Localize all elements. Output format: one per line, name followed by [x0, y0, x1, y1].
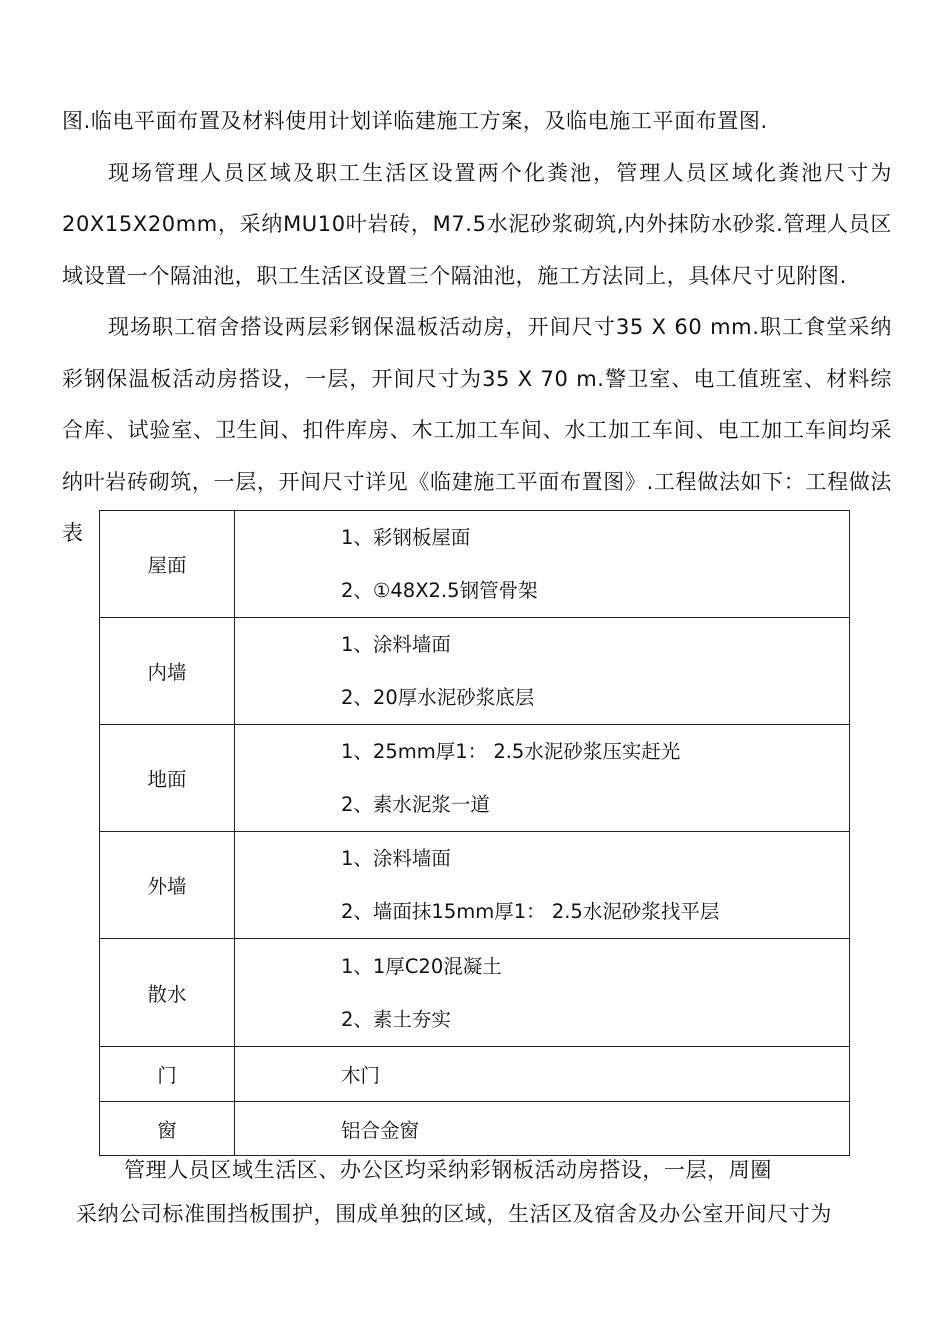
- paragraph-3: 现场职工宿舍搭设两层彩钢保温板活动房，开间尺寸35 X 60 mm.职工食堂采纳彩钢保温板活动房搭设，一层，开间尺寸为35 X 70 m.警卫室、电工值班室、材料综合库、试验室、卫生间、扣件库房、木工加工车间、水工加工车间、电工加工车间均采纳叶岩砖砌筑，一层，开间尺寸详见《临建施工平面布置图》.工程做法如下：工程做法表: [62, 315, 892, 545]
- row-content: [235, 511, 850, 618]
- row-label: 散水: [100, 939, 235, 1047]
- row-item: 1、25mm厚1： 2.5水泥砂浆压实赶光: [341, 740, 681, 763]
- row-content: [235, 725, 850, 832]
- paragraph-1: 图.临电平面布置及材料使用计划详临建施工方案，及临电施工平面布置图.: [62, 109, 768, 133]
- row-item: 2、素土夯实: [341, 1007, 451, 1031]
- after-table-line-2: 采纳公司标准围挡板围护，围成单独的区域，生活区及宿舍及办公室开间尺寸为: [76, 1202, 832, 1226]
- table-row: [100, 832, 850, 939]
- table-row: [100, 618, 850, 725]
- row-item: 2、①48X2.5钢管骨架: [341, 579, 538, 602]
- row-content: [235, 1102, 850, 1156]
- row-label: 屋面: [100, 511, 235, 618]
- row-content: [235, 1047, 850, 1102]
- row-item: 1、1厚C20混凝土: [341, 954, 502, 978]
- table-row: [100, 1047, 850, 1102]
- row-label: 窗: [100, 1102, 235, 1156]
- table-row: [100, 725, 850, 832]
- row-item: 2、20厚水泥砂浆底层: [341, 686, 535, 709]
- row-label: 内墙: [100, 618, 235, 725]
- row-item: 铝合金窗: [341, 1118, 420, 1142]
- paragraph-2: 现场管理人员区域及职工生活区设置两个化粪池，管理人员区域化粪池尺寸为20X15X20mm，采纳MU10叶岩砖，M7.5水泥砂浆砌筑,内外抹防水砂浆.管理人员区域设置一个隔油池，职工生活区设置三个隔油池，施工方法同上，具体尺寸见附图.: [62, 160, 892, 288]
- row-content: [235, 832, 850, 939]
- table-row: [100, 511, 850, 618]
- table-row: [100, 939, 850, 1047]
- row-content: [235, 618, 850, 725]
- table-row: [100, 1102, 850, 1156]
- row-content: [235, 939, 850, 1047]
- row-label: 外墙: [100, 832, 235, 939]
- row-item: 木门: [341, 1064, 381, 1087]
- row-item: 2、素水泥浆一道: [341, 793, 490, 816]
- row-label: 门: [100, 1047, 235, 1102]
- row-label: 地面: [100, 725, 235, 832]
- after-table-line-1: 管理人员区域生活区、办公区均采纳彩钢板活动房搭设，一层，周圈: [124, 1158, 772, 1182]
- body-text-top: [62, 96, 892, 560]
- row-item: 2、墙面抹15mm厚1： 2.5水泥砂浆找平层: [341, 900, 720, 923]
- row-item: 1、彩钢板屋面: [341, 526, 471, 549]
- construction-method-table: [99, 510, 850, 1156]
- row-item: 1、涂料墙面: [341, 633, 451, 656]
- row-item: 1、涂料墙面: [341, 847, 451, 870]
